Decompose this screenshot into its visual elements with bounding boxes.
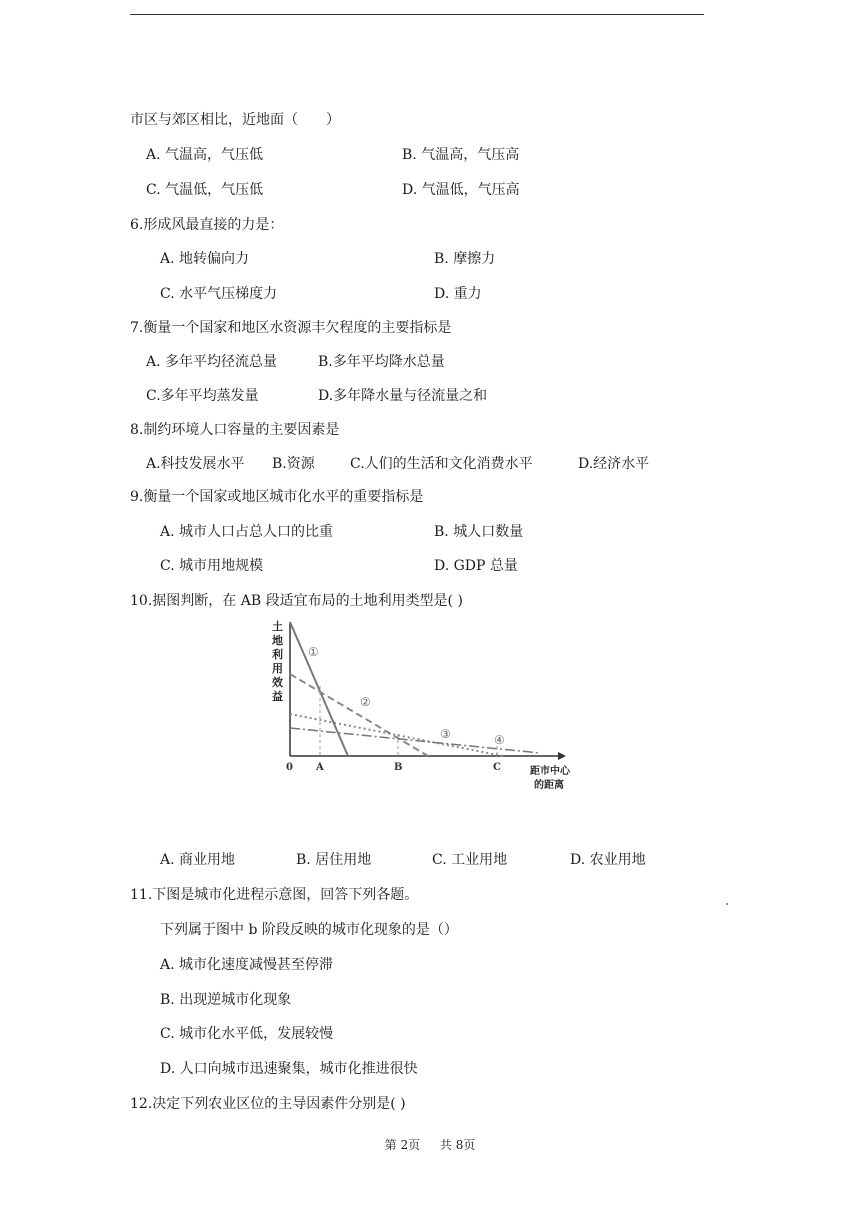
q7-option-c[interactable]: C.多年平均蒸发量 — [146, 388, 259, 404]
x-axis-label-line1: 距市中心 — [530, 766, 570, 777]
q11-option-b[interactable]: B. 出现逆城市化现象 — [160, 992, 292, 1008]
q9-option-b[interactable]: B. 城人口数量 — [434, 524, 524, 540]
page-total: 共 8页 — [439, 1138, 476, 1152]
page-footer — [0, 1136, 860, 1153]
q8-option-a[interactable]: A.科技发展水平 — [146, 456, 245, 472]
q8-option-b[interactable]: B.资源 — [272, 456, 315, 472]
y-axis-label — [271, 619, 283, 703]
tick-label-c: C — [493, 762, 501, 773]
q6-stem: 6.形成风最直接的力是： — [130, 217, 284, 233]
q7-option-a[interactable]: A. 多年平均径流总量 — [146, 354, 278, 370]
q8-stem: 8.制约环境人口容量的主要因素是 — [130, 422, 340, 438]
q9-option-c[interactable]: C. 城市用地规模 — [160, 558, 264, 574]
curve-label-1: ① — [308, 645, 319, 659]
curve-label-4: ④ — [494, 733, 505, 747]
page-number: 第 2页 — [384, 1138, 421, 1152]
x-axis-label-line2: 的距离 — [534, 780, 564, 791]
q5-stem: 市区与郊区相比，近地面（ ） — [130, 112, 340, 128]
header-rule — [130, 14, 704, 15]
curve-1 — [290, 622, 348, 756]
q11-sub: 下列属于图中 b 阶段反映的城市化现象的是（） — [160, 922, 458, 938]
q10-option-d[interactable]: D. 农业用地 — [570, 852, 646, 868]
curve-3 — [290, 714, 503, 756]
q6-option-c[interactable]: C. 水平气压梯度力 — [160, 286, 278, 302]
q11-option-c[interactable]: C. 城市化水平低，发展较慢 — [160, 1026, 334, 1042]
q8-option-d[interactable]: D.经济水平 — [578, 456, 650, 472]
tick-label-b: B — [394, 762, 403, 773]
q5-option-b[interactable]: B. 气温高，气压高 — [402, 147, 520, 163]
q6-option-a[interactable]: A. 地转偏向力 — [160, 251, 250, 267]
q7-option-b[interactable]: B.多年平均降水总量 — [318, 354, 445, 370]
q9-stem: 9.衡量一个国家或地区城市化水平的重要指标是 — [130, 489, 424, 505]
y-axis-label-text: 土地利用效益 — [272, 620, 283, 703]
q11-option-a[interactable]: A. 城市化速度减慢甚至停滞 — [160, 957, 334, 973]
stray-mark — [726, 903, 728, 905]
q10-option-a[interactable]: A. 商业用地 — [160, 852, 236, 868]
q7-option-d[interactable]: D.多年降水量与径流量之和 — [318, 388, 488, 404]
q6-option-b[interactable]: B. 摩擦力 — [434, 251, 496, 267]
q10-option-c[interactable]: C. 工业用地 — [432, 852, 508, 868]
q5-option-a[interactable]: A. 气温高，气压低 — [146, 147, 264, 163]
land-use-benefit-figure — [268, 616, 588, 796]
q10-stem: 10.据图判断，在 AB 段适宜布局的土地利用类型是( ) — [130, 593, 463, 609]
origin-label: 0 — [286, 762, 293, 773]
q12-stem: 12.决定下列农业区位的主导因素件分别是( ) — [130, 1096, 406, 1112]
q9-option-a[interactable]: A. 城市人口占总人口的比重 — [160, 524, 334, 540]
q5-option-c[interactable]: C. 气温低，气压低 — [146, 182, 264, 198]
x-axis-arrow — [558, 752, 566, 760]
q8-option-c[interactable]: C.人们的生活和文化消费水平 — [350, 456, 533, 472]
q11-option-d[interactable]: D. 人口向城市迅速聚集，城市化推进很快 — [160, 1061, 418, 1077]
q7-stem: 7.衡量一个国家和地区水资源丰欠程度的主要指标是 — [130, 320, 452, 336]
tick-label-a: A — [316, 762, 324, 773]
curve-2 — [290, 674, 428, 756]
q6-option-d[interactable]: D. 重力 — [434, 286, 482, 302]
q5-option-d[interactable]: D. 气温低，气压高 — [402, 182, 520, 198]
curve-label-2: ② — [360, 695, 371, 709]
curve-label-3: ③ — [440, 727, 451, 741]
q10-option-b[interactable]: B. 居住用地 — [296, 852, 372, 868]
q9-option-d[interactable]: D. GDP 总量 — [434, 558, 518, 574]
q11-stem: 11.下图是城市化进程示意图，回答下列各题。 — [130, 887, 419, 903]
